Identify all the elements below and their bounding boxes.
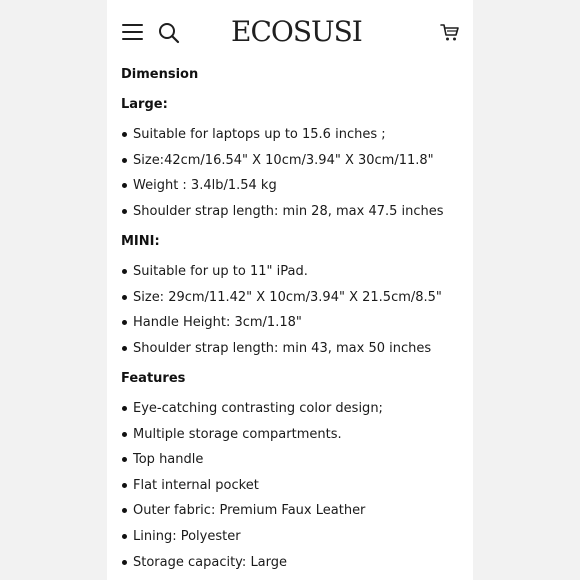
list-item	[121, 177, 461, 195]
bullet-icon	[122, 158, 127, 163]
bullet-icon	[122, 132, 127, 137]
bullet-icon	[122, 295, 127, 300]
list-item	[121, 289, 461, 307]
list-item	[121, 400, 461, 418]
list-item-text: Size:42cm/16.54" X 10cm/3.94" X 30cm/11.8"	[133, 153, 434, 168]
bullet-icon	[122, 320, 127, 325]
list-item	[121, 263, 461, 281]
search-icon[interactable]	[158, 22, 180, 44]
list-item	[121, 314, 461, 332]
list-item-text: Storage capacity: Large	[133, 555, 288, 570]
bullet-icon	[122, 346, 127, 351]
list-item	[121, 554, 461, 572]
list-item	[121, 477, 461, 495]
list-item	[121, 502, 461, 520]
list-item-text: Outer fabric: Premium Faux Leather	[133, 503, 366, 518]
list-item	[121, 451, 461, 469]
list-item-text: Multiple storage compartments.	[133, 427, 342, 442]
features-heading: Features	[121, 371, 186, 386]
list-item-text: Eye-catching contrasting color design;	[133, 401, 383, 416]
list-item-text: Handle Height: 3cm/1.18"	[133, 315, 302, 330]
list-item-text: Shoulder strap length: min 28, max 47.5 inches	[133, 204, 444, 219]
list-item-text: Size: 29cm/11.42" X 10cm/3.94" X 21.5cm/8.5"	[133, 290, 442, 305]
bullet-icon	[122, 183, 127, 188]
list-item-text: Weight : 3.4lb/1.54 kg	[133, 178, 277, 193]
dimension-heading: Dimension	[121, 67, 199, 82]
list-item	[121, 340, 461, 358]
bullet-icon	[122, 534, 127, 539]
list-item	[121, 126, 461, 144]
list-item-text: Suitable for up to 11" iPad.	[133, 264, 308, 279]
large-heading: Large:	[121, 97, 168, 112]
list-item-text: Flat internal pocket	[133, 478, 259, 493]
cart-icon[interactable]	[440, 23, 460, 43]
bullet-icon	[122, 269, 127, 274]
bullet-icon	[122, 483, 127, 488]
product-page	[107, 0, 473, 580]
mini-heading: MINI:	[121, 234, 160, 249]
bullet-icon	[122, 560, 127, 565]
list-item	[121, 152, 461, 170]
site-header	[107, 0, 473, 64]
hamburger-menu-icon[interactable]	[122, 24, 143, 40]
list-item-text: Top handle	[133, 452, 204, 467]
list-item	[121, 203, 461, 221]
bullet-icon	[122, 432, 127, 437]
list-item-text: Suitable for laptops up to 15.6 inches ;	[133, 127, 386, 142]
bullet-icon	[122, 457, 127, 462]
list-item	[121, 528, 461, 546]
list-item	[121, 426, 461, 444]
bullet-icon	[122, 406, 127, 411]
bullet-icon	[122, 508, 127, 513]
list-item-text: Shoulder strap length: min 43, max 50 inches	[133, 341, 432, 356]
brand-logo[interactable]: ECOSUSI	[231, 15, 362, 48]
bullet-icon	[122, 209, 127, 214]
list-item-text: Lining: Polyester	[133, 529, 241, 544]
